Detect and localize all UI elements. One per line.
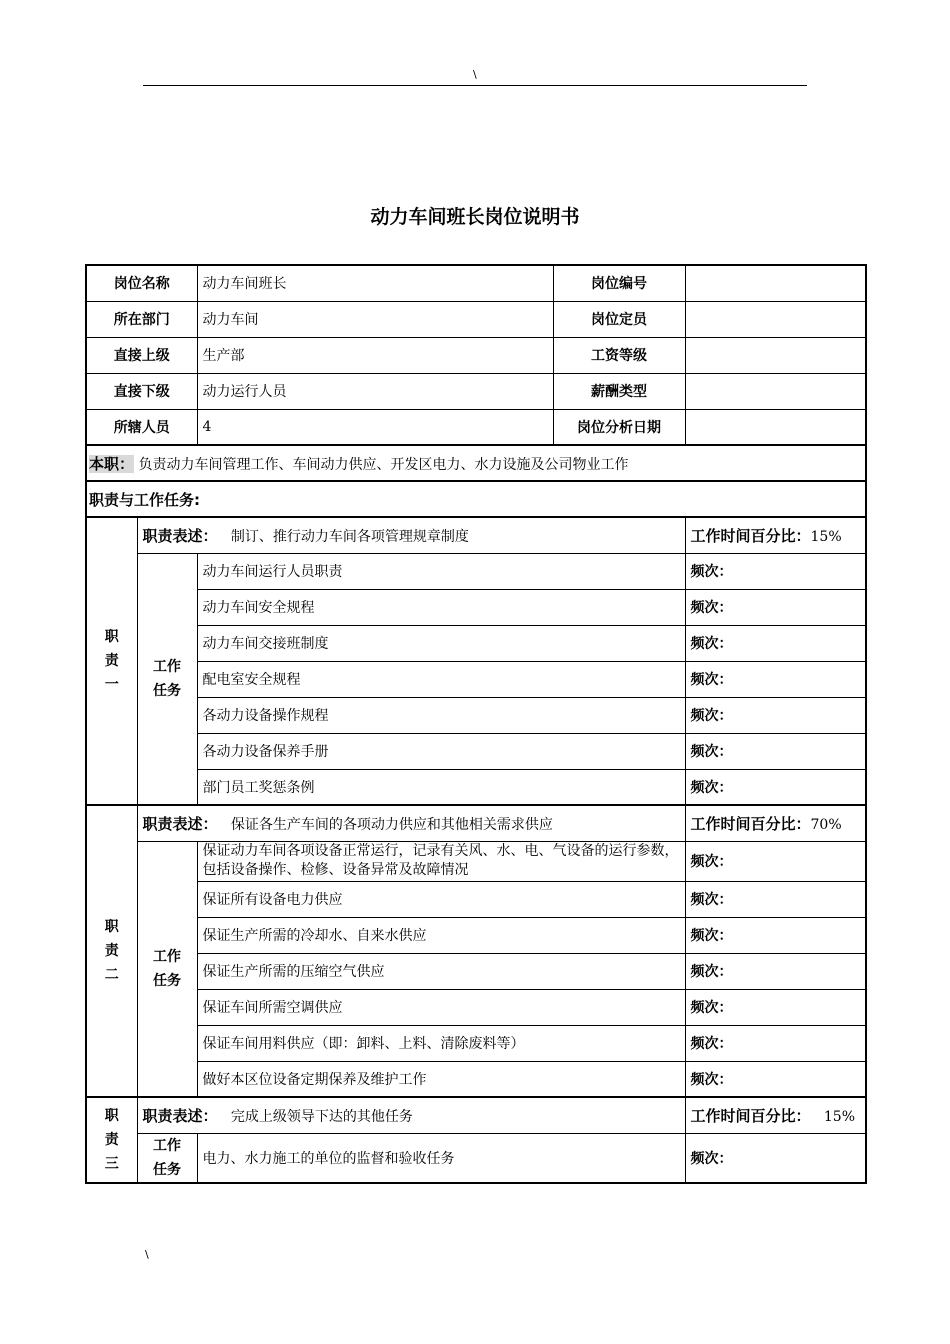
info-row [86, 373, 866, 409]
freq: 频次： [685, 589, 866, 625]
main-duty-text: 负责动力车间管理工作、车间动力供应、开发区电力、水力设施及公司物业工作 [138, 456, 629, 473]
freq: 频次： [685, 989, 866, 1025]
freq: 频次： [685, 661, 866, 697]
duty-percent [685, 517, 866, 553]
duty-desc [137, 517, 685, 553]
responsibilities-header [86, 481, 866, 517]
main-duty-row [86, 445, 866, 481]
task-text: 保证车间用料供应（即：卸料、上料、清除废料等） [197, 1025, 685, 1061]
task-text: 保证生产所需的冷却水、自来水供应 [197, 917, 685, 953]
freq: 频次： [685, 917, 866, 953]
info-value [685, 265, 866, 301]
task-row [86, 1025, 866, 1061]
percent-label: 工作时间百分比： [690, 1106, 811, 1125]
task-label: 工作 任务 [137, 1133, 197, 1183]
header-rule [143, 85, 807, 86]
percent-label: 工作时间百分比： [690, 814, 811, 833]
header-mark: \ [473, 68, 477, 81]
percent-label: 工作时间百分比： [690, 526, 811, 545]
info-label: 直接下级 [86, 373, 197, 409]
freq: 频次： [685, 1133, 866, 1183]
task-row [86, 841, 866, 881]
percent-value: 70% [810, 816, 842, 833]
task-row [86, 769, 866, 805]
task-text: 电力、水力施工的单位的监督和验收任务 [197, 1133, 685, 1183]
job-description-table [85, 264, 867, 1184]
task-row [86, 917, 866, 953]
task-label: 工作 任务 [137, 841, 197, 1097]
info-value: 4 [197, 409, 553, 445]
info-value: 动力运行人员 [197, 373, 553, 409]
task-row [86, 553, 866, 589]
task-row [86, 697, 866, 733]
info-row [86, 337, 866, 373]
info-label: 岗位名称 [86, 265, 197, 301]
info-value: 动力车间班长 [197, 265, 553, 301]
task-row [86, 989, 866, 1025]
info-row [86, 301, 866, 337]
info-label: 岗位定员 [553, 301, 685, 337]
info-label: 薪酬类型 [553, 373, 685, 409]
info-value [685, 337, 866, 373]
info-label: 所辖人员 [86, 409, 197, 445]
duty-name-text: 职 责 一 [104, 629, 119, 693]
info-value [685, 301, 866, 337]
main-duty-label: 本职： [89, 454, 135, 473]
percent-value: 15% [823, 1108, 855, 1125]
task-text: 做好本区位设备定期保养及维护工作 [197, 1061, 685, 1097]
duty-name [86, 517, 137, 805]
info-row [86, 265, 866, 301]
duty-desc-text: 制订、推行动力车间各项管理规章制度 [230, 528, 469, 545]
freq: 频次： [685, 1061, 866, 1097]
info-row [86, 409, 866, 445]
duty-percent [685, 805, 866, 841]
task-text: 保证动力车间各项设备正常运行，记录有关风、水、电、气设备的运行参数，包括设备操作、检修、设备异常及故障情况 [197, 841, 685, 881]
info-label: 岗位分析日期 [553, 409, 685, 445]
info-label: 直接上级 [86, 337, 197, 373]
task-text: 动力车间交接班制度 [197, 625, 685, 661]
duty-percent [685, 1097, 866, 1133]
duty-name-text: 职 责 二 [104, 919, 119, 983]
task-row [86, 625, 866, 661]
main-duty [86, 445, 866, 481]
responsibilities-header-label: 职责与工作任务: [89, 490, 200, 509]
info-value: 动力车间 [197, 301, 553, 337]
freq: 频次： [685, 625, 866, 661]
duty-desc-row [86, 1097, 866, 1133]
freq: 频次： [685, 881, 866, 917]
responsibilities-header-row [86, 481, 866, 517]
info-label: 所在部门 [86, 301, 197, 337]
duty-desc-label: 职责表述： [142, 1106, 218, 1125]
duty-desc-label: 职责表述： [142, 814, 218, 833]
task-text: 各动力设备保养手册 [197, 733, 685, 769]
info-value [685, 373, 866, 409]
duty-desc [137, 1097, 685, 1133]
task-row [86, 953, 866, 989]
freq: 频次： [685, 1025, 866, 1061]
freq: 频次： [685, 953, 866, 989]
task-row [86, 733, 866, 769]
task-text: 保证所有设备电力供应 [197, 881, 685, 917]
task-row [86, 1133, 866, 1183]
page-title: 动力车间班长岗位说明书 [370, 206, 580, 228]
duty-desc-row [86, 805, 866, 841]
duty-desc-row [86, 517, 866, 553]
duty-desc [137, 805, 685, 841]
duty-name [86, 1097, 137, 1183]
freq: 频次： [685, 769, 866, 805]
freq: 频次： [685, 553, 866, 589]
duty-desc-label: 职责表述： [142, 526, 218, 545]
info-label: 工资等级 [553, 337, 685, 373]
info-label: 岗位编号 [553, 265, 685, 301]
task-text: 各动力设备操作规程 [197, 697, 685, 733]
task-text: 动力车间安全规程 [197, 589, 685, 625]
info-value: 生产部 [197, 337, 553, 373]
freq: 频次： [685, 841, 866, 881]
task-row [86, 661, 866, 697]
task-row [86, 1061, 866, 1097]
task-text: 保证车间所需空调供应 [197, 989, 685, 1025]
freq: 频次： [685, 733, 866, 769]
task-row [86, 881, 866, 917]
task-text: 保证生产所需的压缩空气供应 [197, 953, 685, 989]
task-label: 工作 任务 [137, 553, 197, 805]
task-text: 部门员工奖惩条例 [197, 769, 685, 805]
task-text: 动力车间运行人员职责 [197, 553, 685, 589]
percent-value: 15% [810, 528, 842, 545]
task-row [86, 589, 866, 625]
info-value [685, 409, 866, 445]
duty-desc-text: 完成上级领导下达的其他任务 [230, 1108, 413, 1125]
freq: 频次： [685, 697, 866, 733]
duty-desc-text: 保证各生产车间的各项动力供应和其他相关需求供应 [230, 816, 553, 833]
duty-name-text: 职 责 三 [104, 1107, 119, 1172]
footer-mark: \ [145, 1248, 149, 1261]
duty-name [86, 805, 137, 1097]
task-text: 配电室安全规程 [197, 661, 685, 697]
